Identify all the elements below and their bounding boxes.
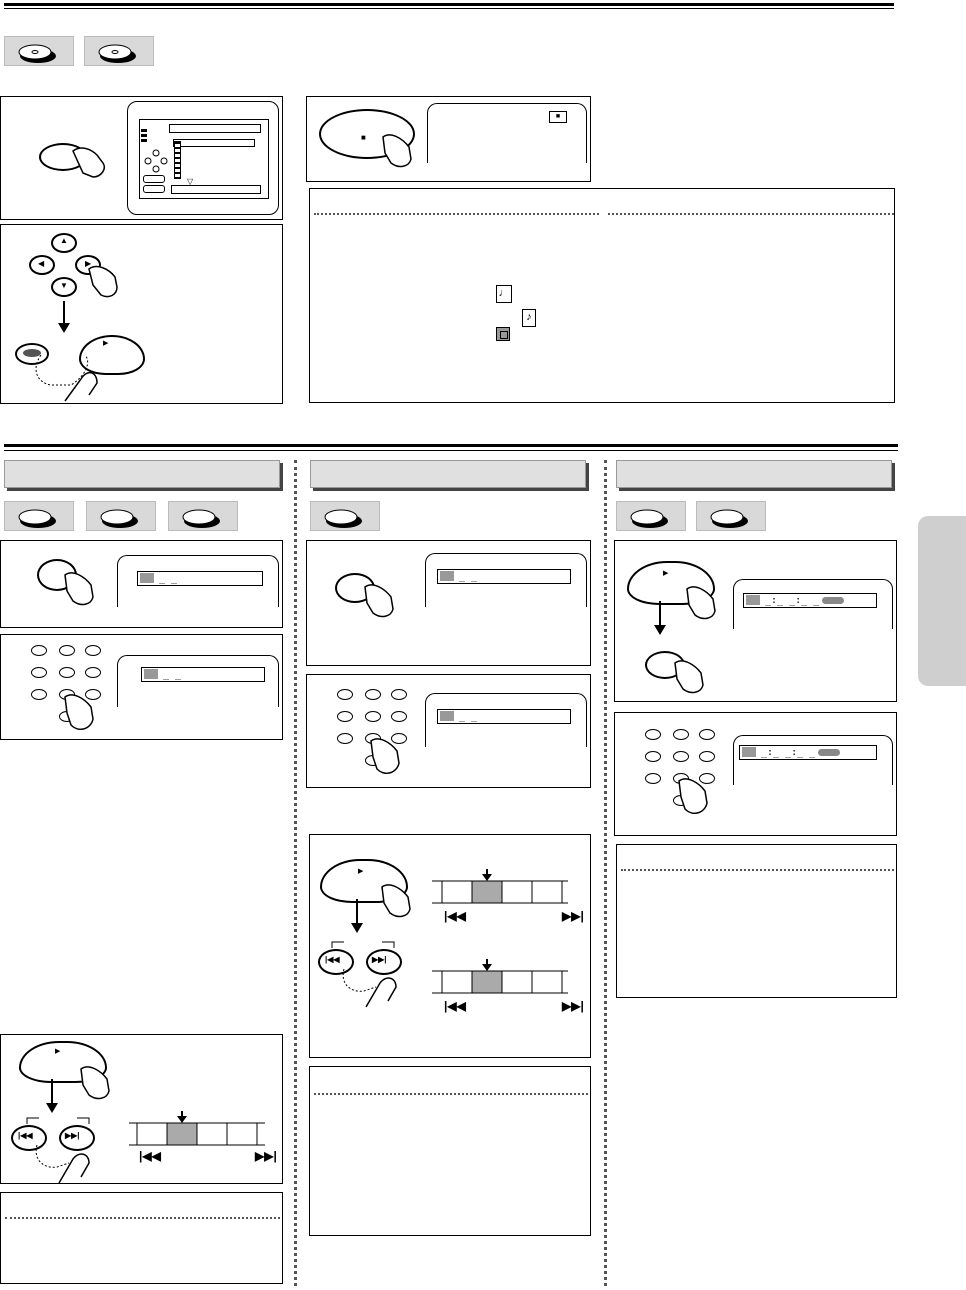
number-key-2[interactable] xyxy=(59,645,75,656)
title-osd xyxy=(141,667,265,682)
chapter-value: _ _ xyxy=(459,571,478,582)
hand-icon xyxy=(87,263,127,303)
menu-footer-row xyxy=(171,185,261,194)
number-key-2[interactable] xyxy=(365,689,381,700)
disc-badge-dvd-rw xyxy=(696,501,766,531)
disc-icon xyxy=(697,502,767,532)
menu-list-row xyxy=(169,124,261,133)
time-bar xyxy=(818,749,840,756)
step-stop-box xyxy=(306,96,591,182)
step-numeric-box-a xyxy=(0,634,283,740)
divider-dotted xyxy=(5,1217,280,1219)
chapter-osd xyxy=(437,569,571,584)
disc-icon xyxy=(87,502,157,532)
time-value: _:_ _:_ _ xyxy=(765,595,820,606)
step-numeric-box-b xyxy=(306,674,591,788)
disc-badge-dvd-video xyxy=(616,501,686,531)
step-select-box xyxy=(0,224,283,404)
hand-icon xyxy=(340,969,400,1009)
disc-badge-dvd-video xyxy=(310,501,380,531)
top-rule xyxy=(4,3,894,6)
subtitle-icon xyxy=(496,327,510,341)
section-header-a xyxy=(4,460,280,488)
skip-back-icon: |◀◀ xyxy=(18,1131,33,1140)
number-key-4[interactable] xyxy=(337,711,353,722)
chapter-tag-icon xyxy=(440,711,454,721)
title-value: _ _ xyxy=(159,573,178,584)
step-search-box-a xyxy=(0,540,283,628)
number-key-3[interactable] xyxy=(699,729,715,740)
bracket-icon xyxy=(25,1117,105,1125)
number-key-1[interactable] xyxy=(337,689,353,700)
time-osd xyxy=(743,593,877,608)
divider-dotted xyxy=(314,1093,588,1095)
note-box-b xyxy=(309,1066,591,1236)
number-key-7[interactable] xyxy=(337,733,353,744)
arrow-down-icon xyxy=(350,899,364,933)
hand-icon xyxy=(33,1145,93,1185)
section-rule xyxy=(4,444,898,447)
number-key-1[interactable] xyxy=(645,729,661,740)
tv-screen xyxy=(733,735,893,785)
triangle-right-icon: ▶ xyxy=(85,259,92,268)
number-key-7[interactable] xyxy=(645,773,661,784)
stop-icon: ■ xyxy=(361,133,366,142)
number-key-3[interactable] xyxy=(85,645,101,656)
hand-icon xyxy=(369,737,409,781)
number-key-4[interactable] xyxy=(31,667,47,678)
clock-icon xyxy=(746,595,760,605)
section-header-b xyxy=(310,460,586,488)
top-rule-thin xyxy=(4,8,894,9)
number-key-5[interactable] xyxy=(59,667,75,678)
disc-badge-dvd-rw xyxy=(86,501,156,531)
disc-badge-dvd-rw xyxy=(84,36,154,66)
step-skip-box-b xyxy=(309,834,591,1058)
disc-badge-dvd-video xyxy=(4,501,74,531)
chapter-value: _ _ xyxy=(459,711,478,722)
chapter-osd xyxy=(437,709,571,724)
arrow-down-icon: ▽ xyxy=(187,177,194,186)
number-key-7[interactable] xyxy=(31,689,47,700)
title-tag-icon xyxy=(140,573,154,583)
number-key-1[interactable] xyxy=(31,645,47,656)
step-search-box-c xyxy=(614,540,897,702)
column-divider xyxy=(604,460,607,1286)
hand-icon xyxy=(380,883,416,923)
number-key-6[interactable] xyxy=(699,751,715,762)
time-bar xyxy=(822,597,844,604)
divider-dotted xyxy=(621,869,894,871)
step-skip-box-a xyxy=(0,1034,283,1184)
number-key-6[interactable] xyxy=(391,711,407,722)
skip-forward-icon: ▶▶| xyxy=(562,909,584,923)
bracket-icon xyxy=(330,941,410,949)
hand-icon xyxy=(685,585,721,625)
note-box-a xyxy=(0,1192,283,1284)
play-icon: ▶ xyxy=(103,340,109,347)
stop-indicator: ■ xyxy=(549,111,567,123)
column-divider xyxy=(294,460,297,1286)
number-key-3[interactable] xyxy=(391,689,407,700)
skip-forward-icon: ▶▶| xyxy=(255,1149,277,1163)
hand-icon xyxy=(31,355,101,405)
skip-forward-icon: ▶▶| xyxy=(372,955,387,964)
disc-badge-vcd xyxy=(168,501,238,531)
menu-list-row-selected xyxy=(173,139,255,147)
title-osd xyxy=(137,571,263,586)
eighth-note-icon: ♪ xyxy=(522,309,536,327)
hand-icon xyxy=(381,133,421,173)
time-value: _:_ _:_ _ xyxy=(761,747,816,758)
triangle-up-icon: ▲ xyxy=(60,236,68,245)
skip-back-icon: |◀◀ xyxy=(325,955,340,964)
hand-icon xyxy=(63,693,103,737)
number-key-5[interactable] xyxy=(673,751,689,762)
number-key-6[interactable] xyxy=(85,667,101,678)
hand-icon xyxy=(363,583,399,623)
hand-icon xyxy=(79,1065,115,1105)
hand-icon xyxy=(63,571,99,611)
menu-list-col xyxy=(174,141,181,179)
disc-icon xyxy=(5,37,75,67)
divider-dotted xyxy=(608,213,894,215)
menu-cursor-pad-icon xyxy=(141,147,171,177)
arrow-down-icon xyxy=(57,301,71,333)
number-key-2[interactable] xyxy=(673,729,689,740)
triangle-left-icon: ◀ xyxy=(38,259,45,268)
title-tag-icon xyxy=(144,669,158,679)
section-header-c xyxy=(616,460,892,488)
play-icon: ▶ xyxy=(663,570,669,577)
step-search-box-b xyxy=(306,540,591,666)
chapter-tag-icon xyxy=(440,571,454,581)
note-box-c xyxy=(616,844,897,998)
menu-small-key xyxy=(143,185,165,193)
clock-icon xyxy=(742,747,756,757)
step-numeric-box-c xyxy=(614,712,897,836)
hand-icon xyxy=(677,777,717,821)
disc-icon xyxy=(169,502,239,532)
side-tab xyxy=(918,516,966,686)
disc-icon xyxy=(311,502,381,532)
skip-back-icon: |◀◀ xyxy=(444,999,466,1013)
time-osd xyxy=(739,745,877,760)
triangle-down-icon: ▼ xyxy=(60,281,68,290)
arrow-down-icon xyxy=(45,1079,59,1113)
skip-forward-icon: ▶▶| xyxy=(65,1131,80,1140)
step-menu-box xyxy=(0,96,283,220)
skip-back-icon: |◀◀ xyxy=(444,909,466,923)
play-icon: ▶ xyxy=(358,868,364,875)
arrow-down-icon xyxy=(653,601,667,635)
divider-dotted xyxy=(314,213,599,215)
skip-back-icon: |◀◀ xyxy=(139,1149,161,1163)
hand-icon xyxy=(673,659,709,699)
section-rule-thin xyxy=(4,450,898,451)
disc-badge-dvd-video xyxy=(4,36,74,66)
menu-side-keys xyxy=(141,129,147,143)
skip-forward-icon: ▶▶| xyxy=(562,999,584,1013)
play-icon: ▶ xyxy=(55,1048,61,1055)
disc-icon xyxy=(5,502,75,532)
title-value: _ _ xyxy=(163,669,182,680)
number-key-5[interactable] xyxy=(365,711,381,722)
hand-icon xyxy=(71,143,111,183)
disc-icon xyxy=(85,37,155,67)
note-box-top xyxy=(309,188,895,403)
menu-small-key xyxy=(143,175,165,183)
note-icon: ♩ xyxy=(496,285,512,303)
number-key-4[interactable] xyxy=(645,751,661,762)
disc-icon xyxy=(617,502,687,532)
